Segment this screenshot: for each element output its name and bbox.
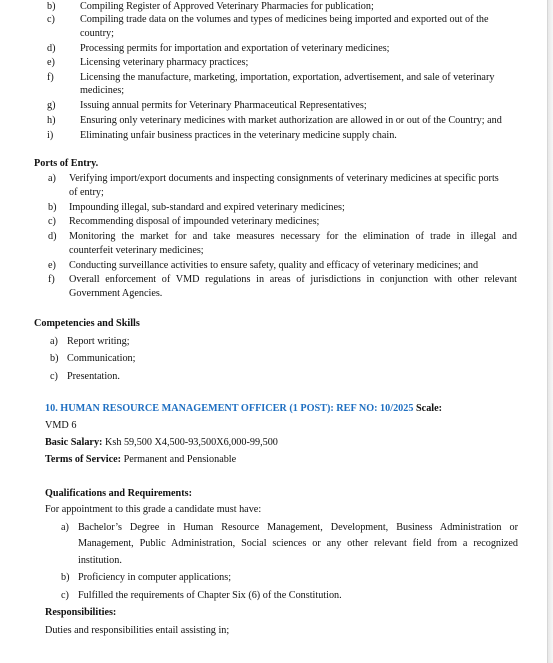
list-marker: g)	[47, 100, 56, 111]
list-marker: b)	[48, 202, 57, 213]
list-marker: f)	[48, 274, 55, 285]
job-title-line	[45, 402, 442, 415]
salary-label: Basic Salary:	[45, 437, 103, 448]
responsibilities-text: Duties and responsibilities entail assisting in;	[45, 625, 230, 636]
terms-of-service	[45, 453, 236, 466]
list-item: Conducting surveillance activities to ensure safety, quality and efficacy of veterinary medicines; and	[69, 260, 479, 271]
list-item: Presentation.	[67, 371, 120, 382]
section-heading-responsibilities: Responsibilities:	[45, 607, 117, 618]
list-marker: i)	[47, 130, 54, 141]
list-item: medicines;	[80, 85, 125, 96]
scale-label: Scale:	[413, 403, 443, 414]
list-item: Licensing the manufacture, marketing, importation, exportation, advertisement, and sale of veterinary	[80, 72, 495, 83]
list-marker: c)	[47, 14, 55, 25]
list-item: Fulfilled the requirements of Chapter Six (6) of the Constitution.	[78, 590, 342, 601]
list-item: country;	[80, 28, 114, 39]
list-item: Licensing veterinary pharmacy practices;	[80, 57, 249, 68]
list-marker: b)	[50, 353, 59, 364]
basic-salary	[45, 436, 278, 449]
list-marker: c)	[50, 371, 58, 382]
list-marker: d)	[47, 43, 56, 54]
list-item: Ensuring only veterinary medicines with market authorization are allowed in or out of the Country; and	[80, 115, 502, 126]
list-item: Management, Public Administration, Social sciences or any other relevant field from a recognized	[78, 538, 518, 549]
list-item: Verifying import/export documents and inspecting consignments of veterinary medicines at specific ports	[69, 173, 499, 184]
list-marker: b)	[47, 1, 56, 12]
list-item: counterfeit veterinary medicines;	[69, 245, 204, 256]
section-heading-competencies: Competencies and Skills	[34, 318, 140, 329]
list-marker: h)	[47, 115, 56, 126]
list-marker: b)	[61, 572, 70, 583]
list-item: Government Agencies.	[69, 288, 163, 299]
list-marker: a)	[50, 336, 58, 347]
list-item: Impounding illegal, sub-standard and expired veterinary medicines;	[69, 202, 345, 213]
list-marker: f)	[47, 72, 54, 83]
list-marker: d)	[48, 231, 57, 242]
list-marker: c)	[61, 590, 69, 601]
terms-label: Terms of Service:	[45, 454, 122, 465]
list-item: Compiling Register of Approved Veterinary Pharmacies for publication;	[80, 1, 374, 12]
list-item: Compiling trade data on the volumes and types of medicines being imported and exported out of the	[80, 14, 489, 25]
section-heading-qualifications: Qualifications and Requirements:	[45, 488, 192, 499]
list-item: Report writing;	[67, 336, 130, 347]
page-shadow	[548, 0, 553, 663]
list-marker: e)	[48, 260, 56, 271]
list-marker: a)	[61, 522, 69, 533]
list-item: Proficiency in computer applications;	[78, 572, 232, 583]
salary-value: Ksh 59,500 X4,500-93,500X6,000-99,500	[102, 437, 278, 448]
qualifications-intro: For appointment to this grade a candidate must have:	[45, 504, 262, 515]
list-item: Processing permits for importation and exportation of veterinary medicines;	[80, 43, 390, 54]
section-heading-ports: Ports of Entry.	[34, 158, 99, 169]
list-marker: a)	[48, 173, 56, 184]
list-marker: c)	[48, 216, 56, 227]
terms-value: Permanent and Pensionable	[121, 454, 237, 465]
list-item: Eliminating unfair business practices in the veterinary medicine supply chain.	[80, 130, 397, 141]
list-item: Overall enforcement of VMD regulations in areas of jurisdictions in conjunction with other relevant	[69, 274, 517, 285]
scale-value: VMD 6	[45, 420, 77, 431]
job-title: 10. HUMAN RESOURCE MANAGEMENT OFFICER (1 POST): REF NO: 10/2025	[45, 403, 414, 414]
list-item: Bachelor’s Degree in Human Resource Management, Development, Business Administration or	[78, 522, 518, 533]
list-item: Monitoring the market for and take measures necessary for the elimination of trade in illegal and	[69, 231, 517, 242]
list-item: of entry;	[69, 187, 104, 198]
list-item: Communication;	[67, 353, 136, 364]
list-item: Recommending disposal of impounded veterinary medicines;	[69, 216, 320, 227]
list-marker: e)	[47, 57, 55, 68]
list-item: Issuing annual permits for Veterinary Pharmaceutical Representatives;	[80, 100, 367, 111]
list-item: institution.	[78, 555, 122, 566]
